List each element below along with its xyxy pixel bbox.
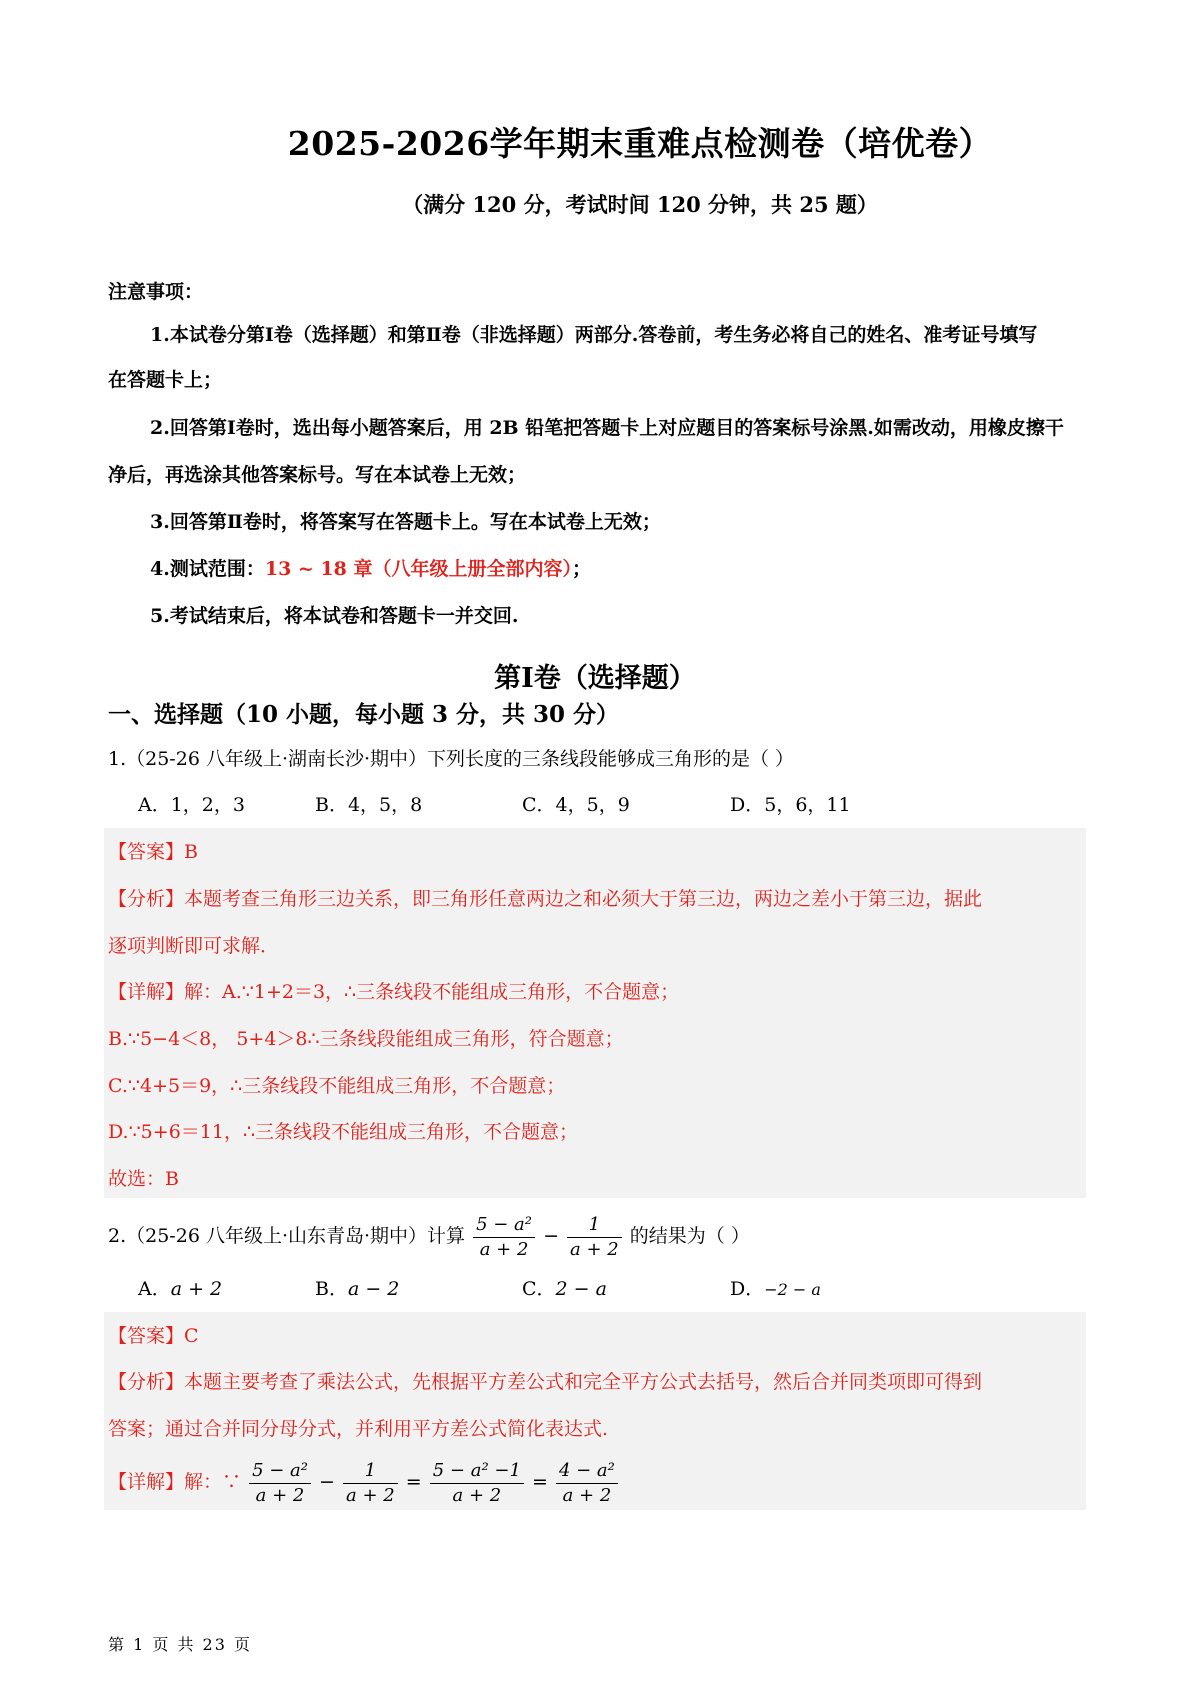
test-range: 13 ~ 18 章（八年级上册全部内容） — [264, 558, 572, 580]
q2-fraction-2-denominator: a + 2 — [570, 1238, 619, 1260]
q1-detail-b: B.∵5−4＜8， 5+4＞8∴三条线段能组成三角形，符合题意； — [108, 1028, 624, 1050]
q1-option-d: D．5，6，11 — [730, 794, 851, 816]
exam-title: 2025-2026学年期末重难点检测卷（培优卷） — [287, 124, 993, 163]
q2-option-b — [315, 1275, 399, 1303]
q2-option-d-label: D． — [730, 1278, 765, 1300]
q2-detail-equals-1: = — [405, 1471, 422, 1493]
q2-analysis-cont: 答案；通过合并同分母分式，并利用平方差公式简化表达式. — [108, 1418, 609, 1440]
q2-answer: 【答案】C — [108, 1325, 199, 1347]
q2-option-a — [138, 1275, 222, 1303]
q2-option-b-label: B． — [315, 1278, 348, 1300]
q2-detail-prefix: 【详解】解：∵ — [108, 1471, 242, 1493]
q1-analysis: 【分析】本题考查三角形三边关系，即三角形任意两边之和必须大于第三边，两边之差小于第三边，据此 — [108, 888, 983, 910]
q2-option-c-label: C． — [522, 1278, 556, 1300]
q2-detail-fraction-3 — [430, 1459, 524, 1508]
notice-item-5: 5.考试结束后，将本试卷和答题卡一并交回. — [150, 605, 519, 627]
q2-option-a-value: a + 2 — [170, 1278, 223, 1300]
notice-item-4-prefix: 4.测试范围： — [150, 558, 265, 580]
q2-stem-suffix: 的结果为（ ） — [629, 1225, 750, 1247]
q2-option-c — [522, 1275, 607, 1303]
q2-detail-fraction-2-denominator: a + 2 — [346, 1484, 395, 1506]
q2-fraction-2 — [567, 1213, 622, 1262]
q2-option-c-value: 2 − a — [555, 1278, 607, 1300]
q2-detail-fraction-4-numerator: 4 − a² — [556, 1459, 618, 1484]
q2-detail-fraction-1-denominator: a + 2 — [255, 1484, 305, 1506]
q2-stem — [108, 1208, 750, 1264]
q2-detail-fraction-1-numerator: 5 − a² — [249, 1459, 311, 1484]
q1-answer: 【答案】B — [108, 841, 198, 863]
q2-option-a-label: A． — [138, 1278, 171, 1300]
q2-detail-minus: − — [319, 1471, 335, 1493]
notice-item-3: 3.回答第Ⅱ卷时，将答案写在答题卡上。写在本试卷上无效； — [150, 511, 661, 533]
q1-detail-d: D.∵5+6＝11，∴三条线段不能组成三角形，不合题意； — [108, 1121, 579, 1143]
section-title: 第Ⅰ卷（选择题） — [494, 663, 696, 694]
q2-detail-fraction-2 — [343, 1459, 398, 1508]
q2-detail-fraction-4 — [556, 1459, 618, 1508]
q1-choice: 故选：B — [108, 1168, 179, 1190]
q2-fraction-1-numerator: 5 − a² — [473, 1213, 535, 1238]
notice-heading: 注意事项： — [108, 281, 204, 303]
q2-fraction-2-numerator: 1 — [567, 1213, 622, 1238]
q2-detail-fraction-4-denominator: a + 2 — [562, 1484, 612, 1506]
q1-stem: 1.（25-26 八年级上·湖南长沙·期中）下列长度的三条线段能够成三角形的是（ ） — [108, 748, 795, 770]
notice-item-1: 1.本试卷分第Ⅰ卷（选择题）和第Ⅱ卷（非选择题）两部分.答卷前，考生务必将自己的姓名、准考证号填写 — [150, 324, 1038, 346]
q1-option-c: C．4，5，9 — [522, 794, 630, 816]
q2-analysis: 【分析】本题主要考查了乘法公式，先根据平方差公式和完全平方公式去括号，然后合并同类项即可得到 — [108, 1371, 983, 1393]
q2-minus: − — [543, 1225, 559, 1247]
notice-item-2-cont: 净后，再选涂其他答案标号。写在本试卷上无效； — [108, 464, 527, 486]
q2-detail-fraction-1 — [249, 1459, 311, 1508]
q2-fraction-1 — [473, 1213, 535, 1262]
exam-subtitle: （满分 120 分，考试时间 120 分钟，共 25 题） — [402, 192, 878, 217]
q2-option-d — [730, 1275, 821, 1304]
q2-detail — [108, 1454, 620, 1510]
notice-item-4-suffix: ； — [572, 558, 592, 580]
q1-detail-a: 【详解】解：A.∵1+2＝3，∴三条线段不能组成三角形，不合题意； — [108, 981, 680, 1003]
notice-item-1-cont: 在答题卡上； — [108, 369, 223, 391]
notice-item-4 — [150, 555, 591, 583]
q1-option-a: A．1，2，3 — [138, 794, 245, 816]
q2-stem-prefix: 2.（25-26 八年级上·山东青岛·期中）计算 — [108, 1225, 466, 1247]
page-footer: 第 1 页 共 23 页 — [108, 1635, 252, 1654]
part-title: 一、选择题（10 小题，每小题 3 分，共 30 分） — [108, 701, 620, 728]
notice-item-2: 2.回答第Ⅰ卷时，选出每小题答案后，用 2B 铅笔把答题卡上对应题目的答案标号涂黑.如需改动，用橡皮擦干 — [150, 417, 1064, 439]
q2-fraction-1-denominator: a + 2 — [479, 1238, 529, 1260]
q1-detail-c: C.∵4+5＝9，∴三条线段不能组成三角形，不合题意； — [108, 1075, 566, 1097]
q2-option-b-value: a − 2 — [347, 1278, 400, 1300]
q2-option-d-value: −2 − a — [764, 1280, 821, 1299]
q2-detail-equals-2: = — [531, 1471, 548, 1493]
q1-option-b: B．4，5，8 — [315, 794, 423, 816]
q1-analysis-cont: 逐项判断即可求解． — [108, 935, 280, 957]
q2-detail-fraction-3-denominator: a + 2 — [452, 1484, 502, 1506]
q2-detail-fraction-2-numerator: 1 — [343, 1459, 398, 1484]
q2-detail-fraction-3-numerator: 5 − a² −1 — [430, 1459, 524, 1484]
